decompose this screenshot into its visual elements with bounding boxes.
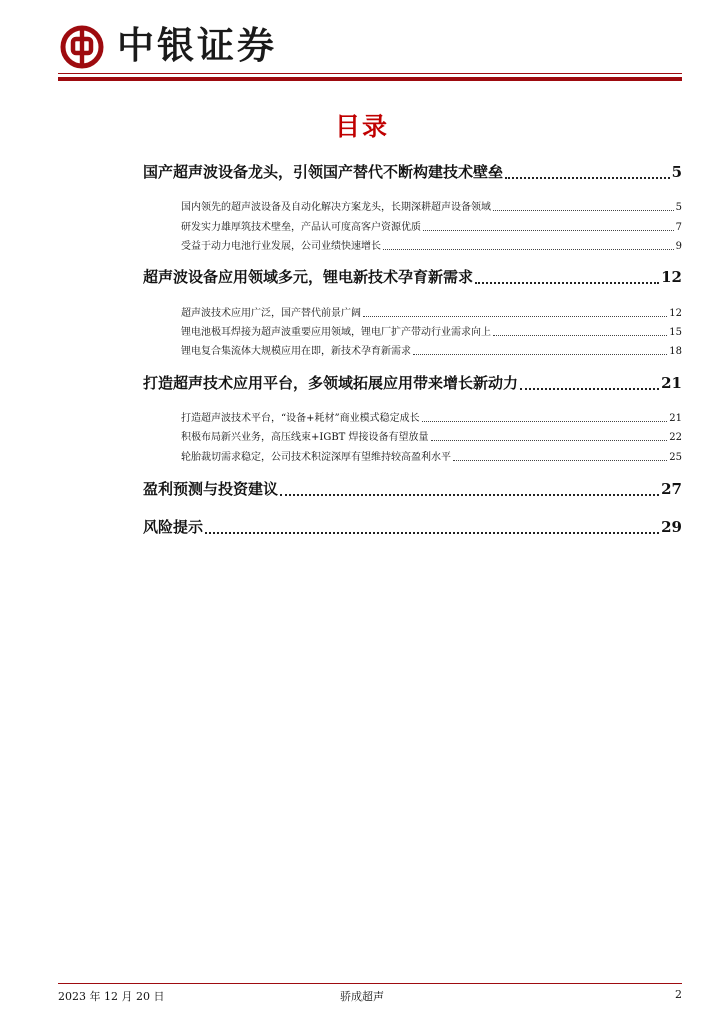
toc-item-label: 打造超声波技术平台，“设备+耗材”商业模式稳定成长 xyxy=(181,413,420,424)
header-rule-thick xyxy=(58,77,682,81)
toc-item[interactable] xyxy=(181,198,682,213)
toc-section-1[interactable] xyxy=(143,161,682,182)
toc-section-2[interactable] xyxy=(143,266,682,287)
dot-leader xyxy=(383,249,674,250)
toc-item-page: 25 xyxy=(669,452,682,463)
toc-section-label: 国产超声波设备龙头，引领国产替代不断构建技术壁垒 xyxy=(143,163,504,181)
footer-rule xyxy=(58,983,682,984)
toc-item[interactable] xyxy=(181,342,682,357)
toc-item-label: 锂电池极耳焊接为超声波重要应用领域，锂电厂扩产带动行业需求向上 xyxy=(181,327,491,338)
toc-item[interactable] xyxy=(181,304,682,319)
toc-section-page: 21 xyxy=(661,374,682,392)
toc-section-page: 12 xyxy=(661,268,682,286)
page-header xyxy=(0,0,724,84)
toc-item[interactable] xyxy=(181,428,682,443)
toc-item-label: 锂电复合集流体大规模应用在即，新技术孕育新需求 xyxy=(181,346,411,357)
toc-item-page: 22 xyxy=(669,432,682,443)
toc-section-page: 27 xyxy=(661,480,682,498)
dot-leader xyxy=(453,460,667,461)
toc-section-label: 打造超声技术应用平台，多领域拓展应用带来增长新动力 xyxy=(143,374,519,392)
dot-leader xyxy=(493,210,674,211)
dot-leader xyxy=(505,177,670,179)
footer-date: 2023 年 12 月 20 日 xyxy=(58,990,165,1003)
toc-item-page: 9 xyxy=(675,241,682,252)
toc-item-label: 积极布局新兴业务，高压线束+IGBT 焊接设备有望放量 xyxy=(181,432,429,443)
dot-leader xyxy=(520,388,659,390)
toc-item[interactable] xyxy=(181,237,682,252)
toc-item-page: 21 xyxy=(669,413,682,424)
toc-section-page: 29 xyxy=(661,518,682,536)
dot-leader xyxy=(280,494,659,496)
dot-leader xyxy=(493,335,667,336)
footer-company: 骄成超声 xyxy=(340,990,384,1003)
toc-item[interactable] xyxy=(181,218,682,233)
header-rule-thin xyxy=(58,73,682,74)
toc-item-label: 受益于动力电池行业发展，公司业绩快速增长 xyxy=(181,241,381,252)
dot-leader xyxy=(363,316,667,317)
dot-leader xyxy=(205,532,659,534)
dot-leader xyxy=(423,230,674,231)
toc-section-5[interactable] xyxy=(143,516,682,537)
bank-of-china-logo-icon xyxy=(60,25,104,69)
toc-section-label: 盈利预测与投资建议 xyxy=(143,480,279,498)
dot-leader xyxy=(422,421,668,422)
toc-item[interactable] xyxy=(181,323,682,338)
toc-section-label: 风险提示 xyxy=(143,518,204,536)
footer-page-number: 2 xyxy=(675,988,682,1001)
toc-item-label: 国内领先的超声波设备及自动化解决方案龙头，长期深耕超声设备领域 xyxy=(181,202,491,213)
dot-leader xyxy=(475,282,659,284)
toc-item-label: 研发实力雄厚筑技术壁垒，产品认可度高客户资源优质 xyxy=(181,222,421,233)
toc-item-page: 15 xyxy=(669,327,682,338)
toc-section-label: 超声波设备应用领域多元，锂电新技术孕育新需求 xyxy=(143,268,474,286)
toc-item-page: 7 xyxy=(675,222,682,233)
toc-item-label: 轮胎裁切需求稳定，公司技术积淀深厚有望维持较高盈利水平 xyxy=(181,452,451,463)
toc-item[interactable] xyxy=(181,448,682,463)
toc-title: 目录 xyxy=(334,112,389,141)
toc-section-3[interactable] xyxy=(143,372,682,393)
toc-item-page: 18 xyxy=(669,346,682,357)
toc-item-page: 5 xyxy=(675,202,682,213)
logo-text: 中银证券 xyxy=(117,24,277,67)
dot-leader xyxy=(431,440,668,441)
dot-leader xyxy=(413,354,667,355)
toc-item-page: 12 xyxy=(669,308,682,319)
toc-item-label: 超声波技术应用广泛，国产替代前景广阔 xyxy=(181,308,361,319)
toc-item[interactable] xyxy=(181,409,682,424)
toc-section-page: 5 xyxy=(671,163,682,181)
toc-section-4[interactable] xyxy=(143,478,682,499)
